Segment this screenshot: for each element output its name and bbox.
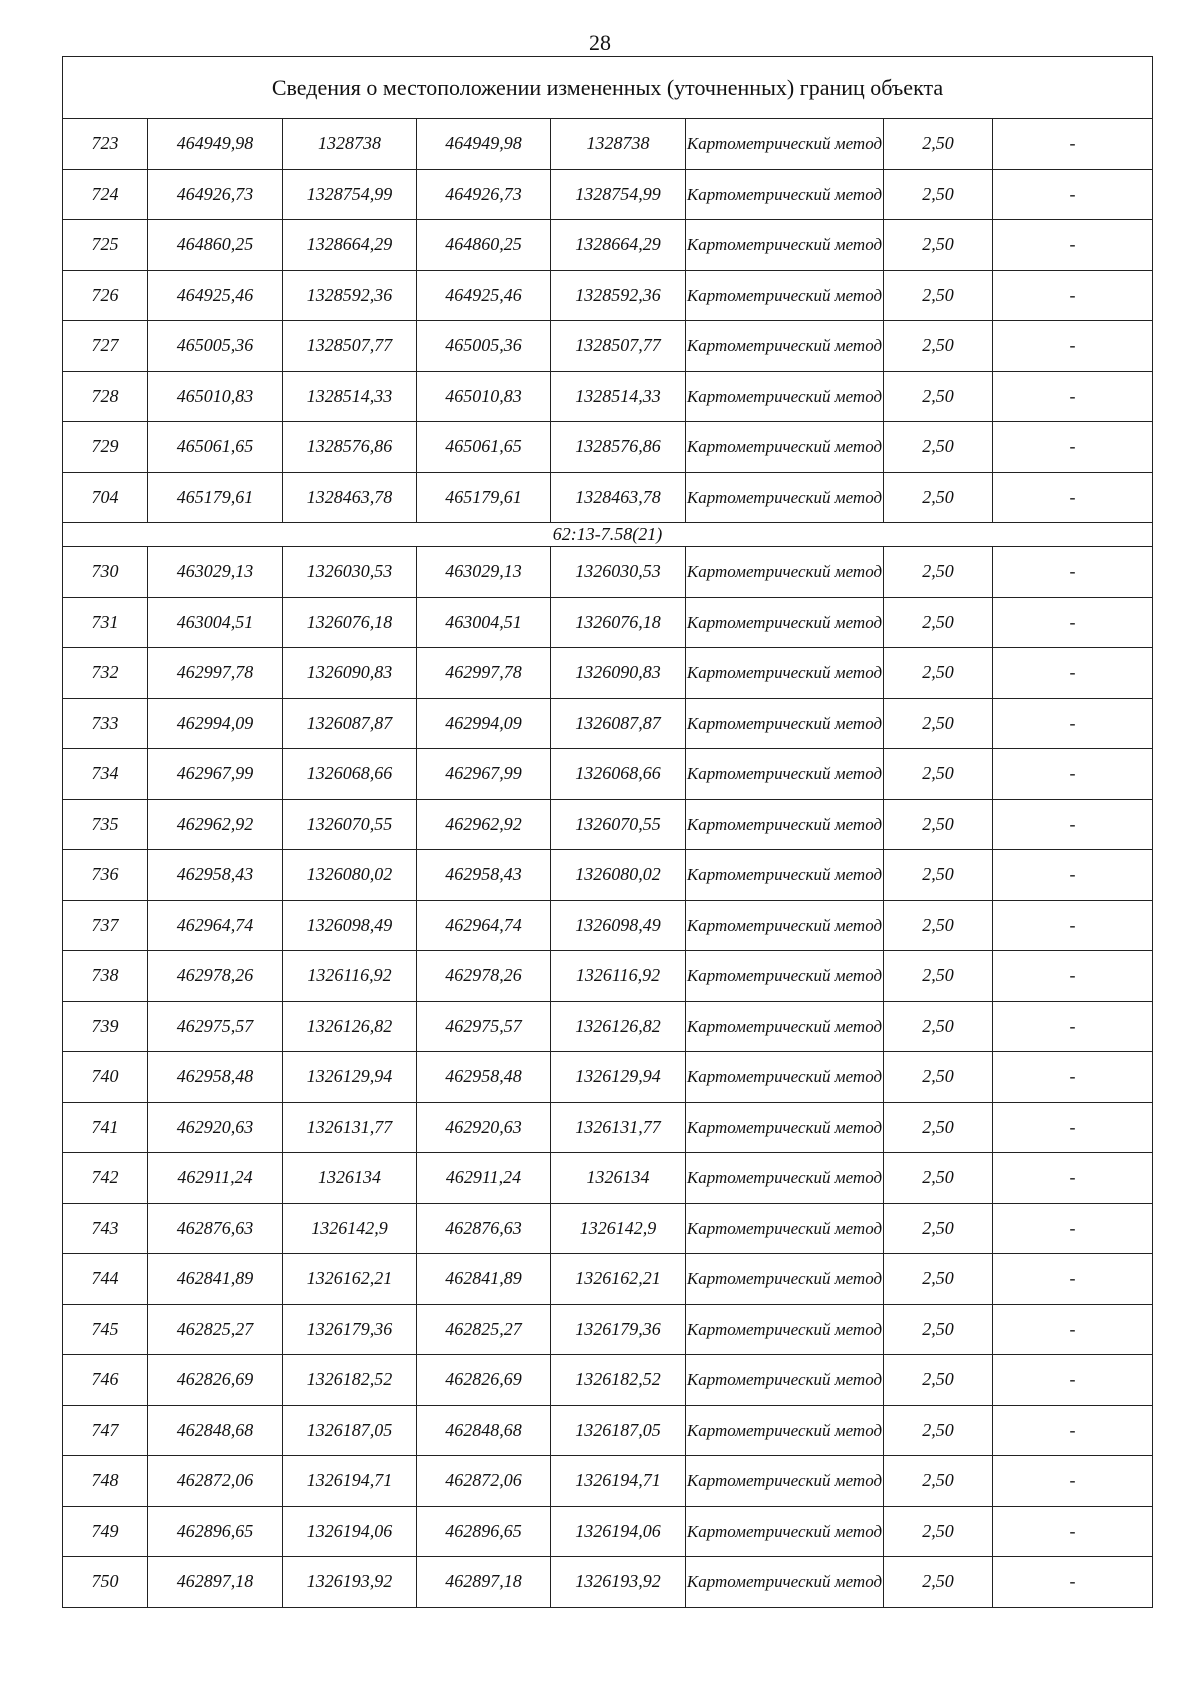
accuracy-cell: 2,50 [884, 270, 993, 321]
y-new-cell: 1328592,36 [551, 270, 686, 321]
accuracy-cell: 2,50 [884, 1254, 993, 1305]
table-row [63, 1405, 1153, 1456]
accuracy-cell: 2,50 [884, 371, 993, 422]
x-existing-cell: 463029,13 [148, 547, 283, 598]
x-existing-cell: 464860,25 [148, 220, 283, 271]
point-number-cell: 726 [63, 270, 148, 321]
point-number-cell: 730 [63, 547, 148, 598]
y-existing-cell: 1326129,94 [283, 1052, 417, 1103]
point-number-cell: 727 [63, 321, 148, 372]
y-existing-cell: 1326076,18 [283, 597, 417, 648]
point-number-cell: 733 [63, 698, 148, 749]
method-cell: Картометрический метод [686, 597, 884, 648]
x-new-cell: 465061,65 [417, 422, 551, 473]
coordinates-table [62, 56, 1153, 1608]
y-existing-cell: 1328592,36 [283, 270, 417, 321]
y-existing-cell: 1326182,52 [283, 1355, 417, 1406]
note-cell: - [993, 850, 1153, 901]
y-existing-cell: 1328576,86 [283, 422, 417, 473]
x-existing-cell: 464925,46 [148, 270, 283, 321]
y-existing-cell: 1326068,66 [283, 749, 417, 800]
accuracy-cell: 2,50 [884, 749, 993, 800]
y-new-cell: 1326068,66 [551, 749, 686, 800]
note-cell: - [993, 597, 1153, 648]
note-cell: - [993, 220, 1153, 271]
point-number-cell: 743 [63, 1203, 148, 1254]
accuracy-cell: 2,50 [884, 472, 993, 523]
point-number-cell: 728 [63, 371, 148, 422]
x-new-cell: 462978,26 [417, 951, 551, 1002]
y-new-cell: 1326076,18 [551, 597, 686, 648]
x-existing-cell: 462958,48 [148, 1052, 283, 1103]
y-new-cell: 1328514,33 [551, 371, 686, 422]
note-cell: - [993, 1254, 1153, 1305]
table-row [63, 900, 1153, 951]
y-existing-cell: 1328754,99 [283, 169, 417, 220]
y-new-cell: 1328738 [551, 119, 686, 170]
y-new-cell: 1326090,83 [551, 648, 686, 699]
x-existing-cell: 462994,09 [148, 698, 283, 749]
method-cell: Картометрический метод [686, 371, 884, 422]
table-row [63, 371, 1153, 422]
table-row [63, 951, 1153, 1002]
x-existing-cell: 462825,27 [148, 1304, 283, 1355]
point-number-cell: 723 [63, 119, 148, 170]
point-number-cell: 734 [63, 749, 148, 800]
table-row [63, 169, 1153, 220]
method-cell: Картометрический метод [686, 1355, 884, 1406]
accuracy-cell: 2,50 [884, 1102, 993, 1153]
y-existing-cell: 1326142,9 [283, 1203, 417, 1254]
point-number-cell: 738 [63, 951, 148, 1002]
note-cell: - [993, 119, 1153, 170]
table-row [63, 597, 1153, 648]
method-cell: Картометрический метод [686, 900, 884, 951]
table-row [63, 1254, 1153, 1305]
y-new-cell: 1328664,29 [551, 220, 686, 271]
table-row [63, 799, 1153, 850]
note-cell: - [993, 648, 1153, 699]
point-number-cell: 724 [63, 169, 148, 220]
table-row [63, 648, 1153, 699]
point-number-cell: 747 [63, 1405, 148, 1456]
x-existing-cell: 462920,63 [148, 1102, 283, 1153]
y-existing-cell: 1326116,92 [283, 951, 417, 1002]
x-new-cell: 463004,51 [417, 597, 551, 648]
x-existing-cell: 465061,65 [148, 422, 283, 473]
y-new-cell: 1326134 [551, 1153, 686, 1204]
method-cell: Картометрический метод [686, 1102, 884, 1153]
note-cell: - [993, 321, 1153, 372]
x-existing-cell: 462964,74 [148, 900, 283, 951]
accuracy-cell: 2,50 [884, 648, 993, 699]
point-number-cell: 735 [63, 799, 148, 850]
x-new-cell: 464949,98 [417, 119, 551, 170]
y-new-cell: 1326030,53 [551, 547, 686, 598]
method-cell: Картометрический метод [686, 1405, 884, 1456]
table-row [63, 1506, 1153, 1557]
note-cell: - [993, 1304, 1153, 1355]
y-existing-cell: 1326090,83 [283, 648, 417, 699]
note-cell: - [993, 698, 1153, 749]
x-new-cell: 462994,09 [417, 698, 551, 749]
note-cell: - [993, 472, 1153, 523]
point-number-cell: 737 [63, 900, 148, 951]
note-cell: - [993, 1405, 1153, 1456]
accuracy-cell: 2,50 [884, 698, 993, 749]
point-number-cell: 732 [63, 648, 148, 699]
x-existing-cell: 465179,61 [148, 472, 283, 523]
y-existing-cell: 1326126,82 [283, 1001, 417, 1052]
accuracy-cell: 2,50 [884, 547, 993, 598]
y-existing-cell: 1326162,21 [283, 1254, 417, 1305]
method-cell: Картометрический метод [686, 547, 884, 598]
accuracy-cell: 2,50 [884, 951, 993, 1002]
point-number-cell: 725 [63, 220, 148, 271]
method-cell: Картометрический метод [686, 648, 884, 699]
point-number-cell: 704 [63, 472, 148, 523]
accuracy-cell: 2,50 [884, 1203, 993, 1254]
y-new-cell: 1326162,21 [551, 1254, 686, 1305]
accuracy-cell: 2,50 [884, 1001, 993, 1052]
y-new-cell: 1326142,9 [551, 1203, 686, 1254]
x-new-cell: 462897,18 [417, 1557, 551, 1608]
x-new-cell: 462920,63 [417, 1102, 551, 1153]
accuracy-cell: 2,50 [884, 850, 993, 901]
x-new-cell: 464926,73 [417, 169, 551, 220]
note-cell: - [993, 270, 1153, 321]
x-new-cell: 462872,06 [417, 1456, 551, 1507]
accuracy-cell: 2,50 [884, 900, 993, 951]
note-cell: - [993, 900, 1153, 951]
table-title-row [63, 57, 1153, 119]
accuracy-cell: 2,50 [884, 1506, 993, 1557]
y-new-cell: 1326116,92 [551, 951, 686, 1002]
note-cell: - [993, 1001, 1153, 1052]
y-new-cell: 1326187,05 [551, 1405, 686, 1456]
method-cell: Картометрический метод [686, 1304, 884, 1355]
y-existing-cell: 1328463,78 [283, 472, 417, 523]
x-existing-cell: 462967,99 [148, 749, 283, 800]
method-cell: Картометрический метод [686, 951, 884, 1002]
note-cell: - [993, 1153, 1153, 1204]
y-new-cell: 1326193,92 [551, 1557, 686, 1608]
x-new-cell: 462962,92 [417, 799, 551, 850]
table-row [63, 422, 1153, 473]
table-row [63, 547, 1153, 598]
x-new-cell: 462826,69 [417, 1355, 551, 1406]
y-existing-cell: 1328664,29 [283, 220, 417, 271]
point-number-cell: 749 [63, 1506, 148, 1557]
point-number-cell: 736 [63, 850, 148, 901]
x-new-cell: 464860,25 [417, 220, 551, 271]
method-cell: Картометрический метод [686, 1052, 884, 1103]
y-new-cell: 1326129,94 [551, 1052, 686, 1103]
note-cell: - [993, 371, 1153, 422]
x-new-cell: 464925,46 [417, 270, 551, 321]
method-cell: Картометрический метод [686, 1203, 884, 1254]
method-cell: Картометрический метод [686, 1001, 884, 1052]
accuracy-cell: 2,50 [884, 799, 993, 850]
y-new-cell: 1326131,77 [551, 1102, 686, 1153]
point-number-cell: 745 [63, 1304, 148, 1355]
accuracy-cell: 2,50 [884, 597, 993, 648]
note-cell: - [993, 169, 1153, 220]
x-existing-cell: 462841,89 [148, 1254, 283, 1305]
x-existing-cell: 462975,57 [148, 1001, 283, 1052]
note-cell: - [993, 547, 1153, 598]
x-new-cell: 462975,57 [417, 1001, 551, 1052]
table-row [63, 1304, 1153, 1355]
accuracy-cell: 2,50 [884, 1153, 993, 1204]
method-cell: Картометрический метод [686, 220, 884, 271]
x-existing-cell: 465005,36 [148, 321, 283, 372]
accuracy-cell: 2,50 [884, 119, 993, 170]
table-row [63, 698, 1153, 749]
x-new-cell: 462958,48 [417, 1052, 551, 1103]
y-new-cell: 1326080,02 [551, 850, 686, 901]
table-row [63, 1203, 1153, 1254]
x-new-cell: 462958,43 [417, 850, 551, 901]
x-existing-cell: 462872,06 [148, 1456, 283, 1507]
method-cell: Картометрический метод [686, 472, 884, 523]
accuracy-cell: 2,50 [884, 1304, 993, 1355]
x-existing-cell: 462876,63 [148, 1203, 283, 1254]
note-cell: - [993, 951, 1153, 1002]
point-number-cell: 741 [63, 1102, 148, 1153]
y-existing-cell: 1326194,71 [283, 1456, 417, 1507]
note-cell: - [993, 1557, 1153, 1608]
y-existing-cell: 1328507,77 [283, 321, 417, 372]
y-new-cell: 1328576,86 [551, 422, 686, 473]
accuracy-cell: 2,50 [884, 422, 993, 473]
note-cell: - [993, 422, 1153, 473]
x-new-cell: 465010,83 [417, 371, 551, 422]
y-existing-cell: 1328514,33 [283, 371, 417, 422]
y-new-cell: 1326126,82 [551, 1001, 686, 1052]
y-existing-cell: 1326131,77 [283, 1102, 417, 1153]
x-existing-cell: 462962,92 [148, 799, 283, 850]
x-existing-cell: 462848,68 [148, 1405, 283, 1456]
x-new-cell: 462997,78 [417, 648, 551, 699]
x-new-cell: 463029,13 [417, 547, 551, 598]
point-number-cell: 746 [63, 1355, 148, 1406]
method-cell: Картометрический метод [686, 749, 884, 800]
y-existing-cell: 1326098,49 [283, 900, 417, 951]
method-cell: Картометрический метод [686, 850, 884, 901]
y-existing-cell: 1328738 [283, 119, 417, 170]
point-number-cell: 740 [63, 1052, 148, 1103]
point-number-cell: 731 [63, 597, 148, 648]
note-cell: - [993, 1203, 1153, 1254]
x-new-cell: 462967,99 [417, 749, 551, 800]
table-row [63, 119, 1153, 170]
y-existing-cell: 1326070,55 [283, 799, 417, 850]
y-new-cell: 1326182,52 [551, 1355, 686, 1406]
x-new-cell: 465179,61 [417, 472, 551, 523]
x-new-cell: 462911,24 [417, 1153, 551, 1204]
table-title: Сведения о местоположении измененных (уточненных) границ объекта [63, 57, 1153, 119]
point-number-cell: 750 [63, 1557, 148, 1608]
method-cell: Картометрический метод [686, 1557, 884, 1608]
x-existing-cell: 462826,69 [148, 1355, 283, 1406]
x-existing-cell: 462978,26 [148, 951, 283, 1002]
method-cell: Картометрический метод [686, 1456, 884, 1507]
section-header-row [63, 523, 1153, 547]
table-row [63, 1001, 1153, 1052]
note-cell: - [993, 1355, 1153, 1406]
section-label: 62:13-7.58(21) [63, 523, 1153, 547]
note-cell: - [993, 1506, 1153, 1557]
x-new-cell: 465005,36 [417, 321, 551, 372]
method-cell: Картометрический метод [686, 1153, 884, 1204]
x-existing-cell: 464926,73 [148, 169, 283, 220]
x-new-cell: 462841,89 [417, 1254, 551, 1305]
point-number-cell: 739 [63, 1001, 148, 1052]
method-cell: Картометрический метод [686, 698, 884, 749]
table-row [63, 1557, 1153, 1608]
y-existing-cell: 1326193,92 [283, 1557, 417, 1608]
table-row [63, 220, 1153, 271]
table-row [63, 850, 1153, 901]
x-new-cell: 462964,74 [417, 900, 551, 951]
table-row [63, 472, 1153, 523]
table-row [63, 1456, 1153, 1507]
accuracy-cell: 2,50 [884, 321, 993, 372]
point-number-cell: 729 [63, 422, 148, 473]
y-existing-cell: 1326030,53 [283, 547, 417, 598]
table-row [63, 321, 1153, 372]
method-cell: Картометрический метод [686, 169, 884, 220]
accuracy-cell: 2,50 [884, 169, 993, 220]
method-cell: Картометрический метод [686, 321, 884, 372]
method-cell: Картометрический метод [686, 422, 884, 473]
y-new-cell: 1326098,49 [551, 900, 686, 951]
method-cell: Картометрический метод [686, 799, 884, 850]
x-existing-cell: 463004,51 [148, 597, 283, 648]
y-existing-cell: 1326134 [283, 1153, 417, 1204]
accuracy-cell: 2,50 [884, 1557, 993, 1608]
x-new-cell: 462876,63 [417, 1203, 551, 1254]
point-number-cell: 748 [63, 1456, 148, 1507]
y-new-cell: 1326070,55 [551, 799, 686, 850]
note-cell: - [993, 1102, 1153, 1153]
x-new-cell: 462848,68 [417, 1405, 551, 1456]
y-existing-cell: 1326187,05 [283, 1405, 417, 1456]
table-row [63, 1355, 1153, 1406]
x-existing-cell: 462997,78 [148, 648, 283, 699]
method-cell: Картометрический метод [686, 1254, 884, 1305]
point-number-cell: 744 [63, 1254, 148, 1305]
table-row [63, 270, 1153, 321]
accuracy-cell: 2,50 [884, 220, 993, 271]
x-existing-cell: 462958,43 [148, 850, 283, 901]
table-row [63, 1153, 1153, 1204]
y-new-cell: 1326194,06 [551, 1506, 686, 1557]
method-cell: Картометрический метод [686, 1506, 884, 1557]
y-new-cell: 1328754,99 [551, 169, 686, 220]
method-cell: Картометрический метод [686, 270, 884, 321]
x-new-cell: 462896,65 [417, 1506, 551, 1557]
y-new-cell: 1328507,77 [551, 321, 686, 372]
y-existing-cell: 1326080,02 [283, 850, 417, 901]
method-cell: Картометрический метод [686, 119, 884, 170]
y-existing-cell: 1326194,06 [283, 1506, 417, 1557]
x-existing-cell: 465010,83 [148, 371, 283, 422]
accuracy-cell: 2,50 [884, 1355, 993, 1406]
x-existing-cell: 462897,18 [148, 1557, 283, 1608]
accuracy-cell: 2,50 [884, 1456, 993, 1507]
table-row [63, 749, 1153, 800]
y-new-cell: 1326179,36 [551, 1304, 686, 1355]
table-row [63, 1052, 1153, 1103]
accuracy-cell: 2,50 [884, 1052, 993, 1103]
y-existing-cell: 1326179,36 [283, 1304, 417, 1355]
y-existing-cell: 1326087,87 [283, 698, 417, 749]
page-number: 28 [589, 30, 611, 55]
x-existing-cell: 462896,65 [148, 1506, 283, 1557]
point-number-cell: 742 [63, 1153, 148, 1204]
x-existing-cell: 464949,98 [148, 119, 283, 170]
note-cell: - [993, 799, 1153, 850]
y-new-cell: 1326087,87 [551, 698, 686, 749]
table-row [63, 1102, 1153, 1153]
note-cell: - [993, 1052, 1153, 1103]
y-new-cell: 1328463,78 [551, 472, 686, 523]
accuracy-cell: 2,50 [884, 1405, 993, 1456]
table-body [63, 57, 1153, 1608]
x-existing-cell: 462911,24 [148, 1153, 283, 1204]
x-new-cell: 462825,27 [417, 1304, 551, 1355]
note-cell: - [993, 749, 1153, 800]
note-cell: - [993, 1456, 1153, 1507]
y-new-cell: 1326194,71 [551, 1456, 686, 1507]
